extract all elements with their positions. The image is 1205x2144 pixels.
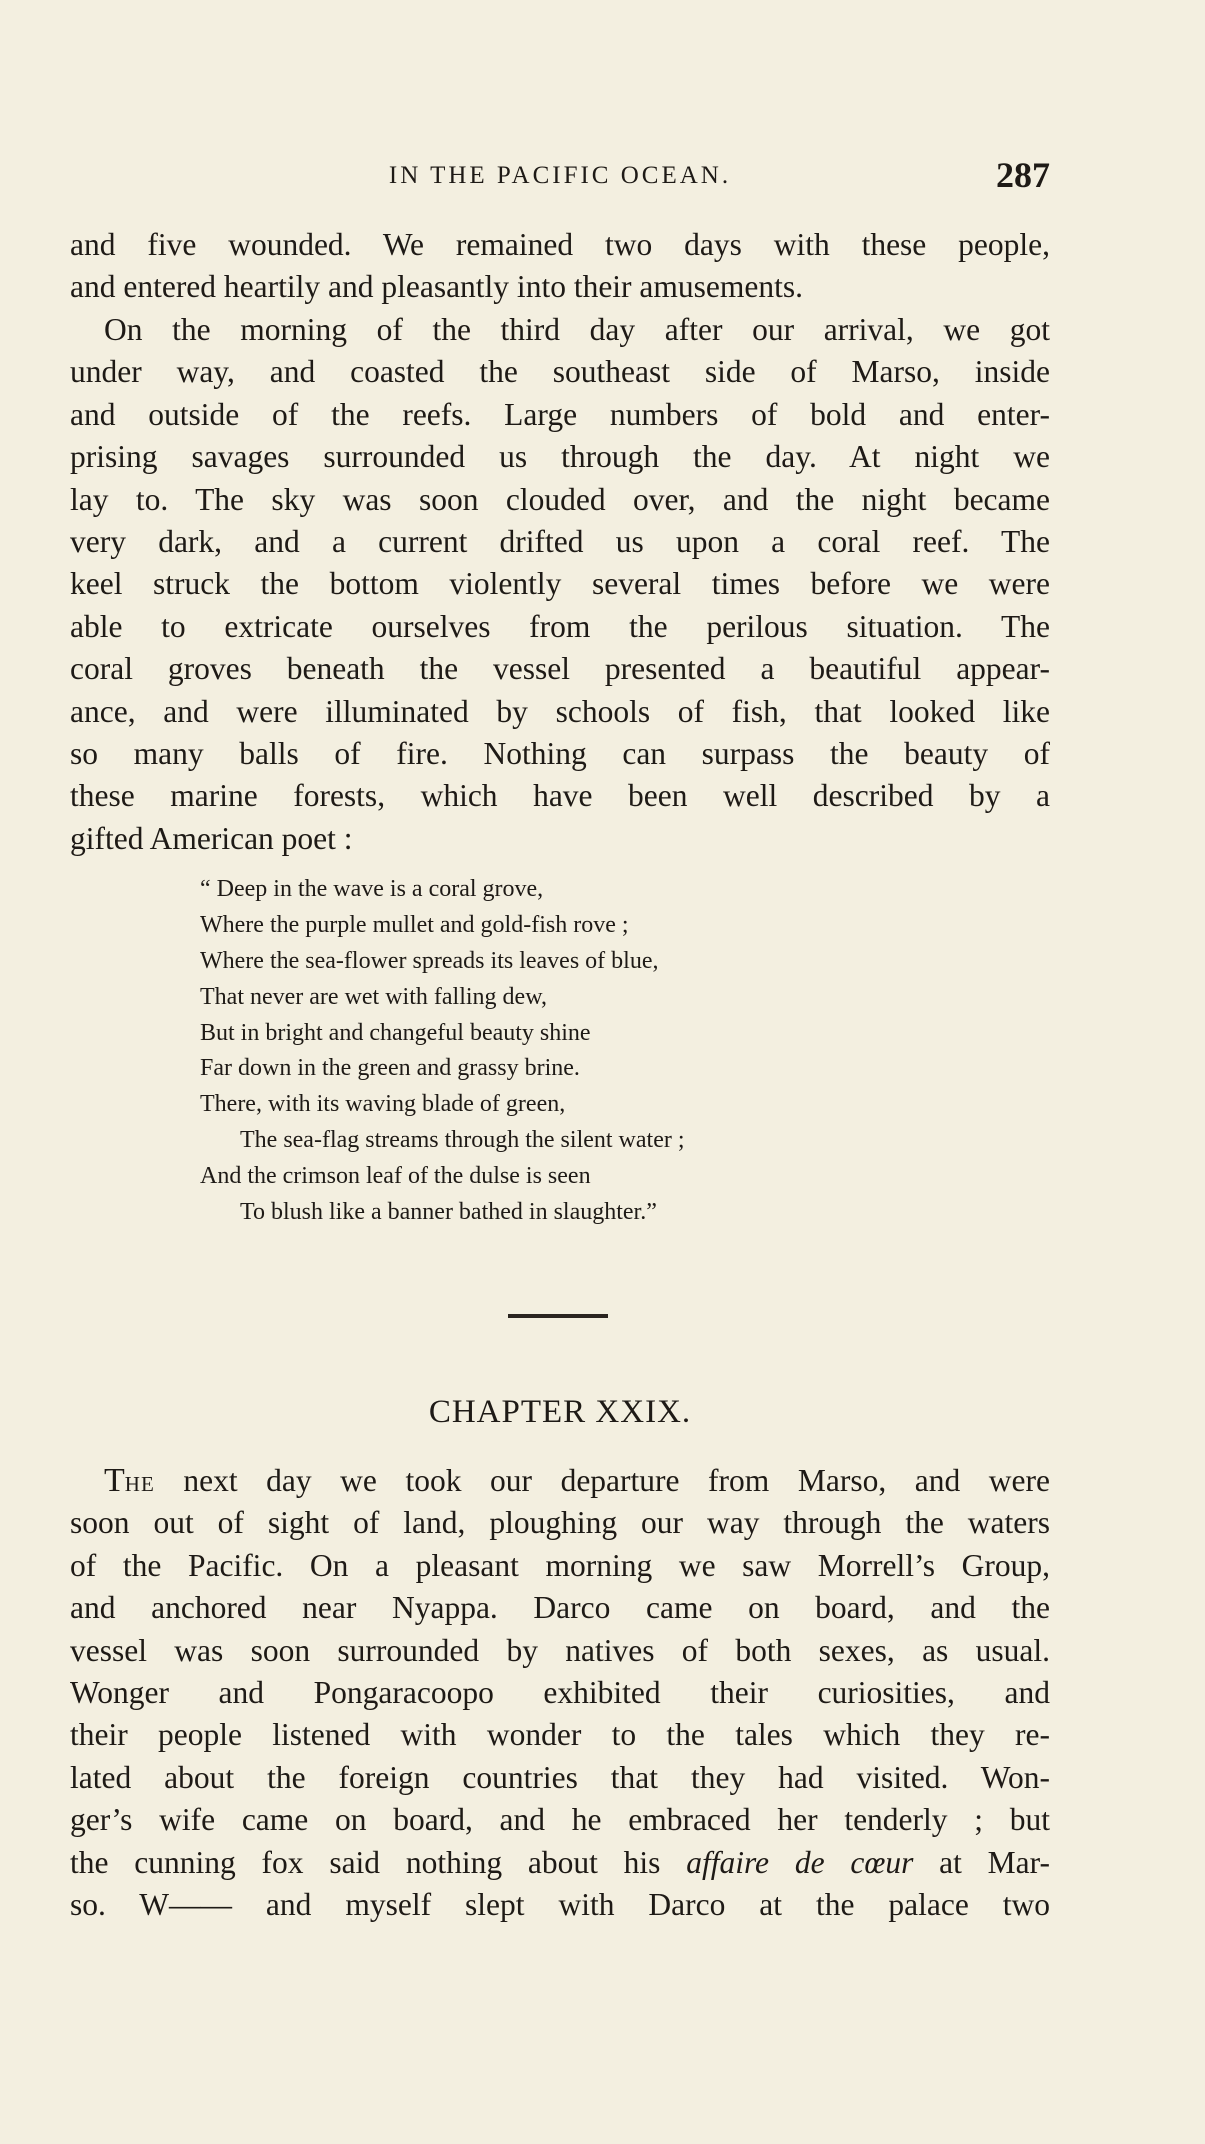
- text-fragment: the cunning fox said nothing about his: [70, 1844, 687, 1880]
- poem-line: The sea-flag streams through the silent water ;: [240, 1127, 685, 1154]
- text-line-opening: [70, 1460, 1050, 1502]
- text-line: soon out of sight of land, ploughing our way through the waters: [70, 1505, 1050, 1541]
- text-line: coral groves beneath the vessel presented a beautiful appear-: [70, 651, 1050, 687]
- text-line: and entered heartily and pleasantly into their amusements.: [70, 269, 804, 305]
- text-line: their people listened with wonder to the tales which they re-: [70, 1717, 1050, 1753]
- text-line: and anchored near Nyappa. Darco came on board, and the: [70, 1590, 1050, 1626]
- paragraph-continued: [70, 224, 1050, 309]
- text-line: so many balls of fire. Nothing can surpass the beauty of: [70, 735, 1050, 771]
- text-line: lay to. The sky was soon clouded over, and the night became: [70, 481, 1050, 517]
- chapter-opening-paragraph: [70, 1460, 1050, 1926]
- page-number: 287: [996, 155, 1050, 195]
- italic-phrase: affaire de cœur: [686, 1844, 914, 1880]
- text-line: able to extricate ourselves from the perilous situation. The: [70, 608, 1050, 644]
- poem-line: There, with its waving blade of green,: [200, 1091, 566, 1118]
- initial-letter: T: [104, 1462, 125, 1499]
- text-line: gifted American poet :: [70, 820, 353, 856]
- small-caps-word: HE: [124, 1472, 155, 1496]
- text-line: prising savages surrounded us through the day. At night we: [70, 439, 1050, 475]
- poem-line: To blush like a banner bathed in slaughter.”: [240, 1199, 657, 1226]
- poem-line: Where the purple mullet and gold-fish rove ;: [200, 911, 629, 938]
- text-line: ger’s wife came on board, and he embraced her tenderly ; but: [70, 1802, 1050, 1838]
- poem-line: Where the sea-flower spreads its leaves of blue,: [200, 947, 659, 974]
- text-fragment: at Mar-: [913, 1844, 1050, 1880]
- text-line: these marine forests, which have been well described by a: [70, 778, 1050, 814]
- poem-line: “ Deep in the wave is a coral grove,: [200, 876, 544, 902]
- text-line: On the morning of the third day after our arrival, we got: [104, 312, 1050, 347]
- running-head: [70, 152, 1050, 202]
- text-line: under way, and coasted the southeast side of Marso, inside: [70, 354, 1050, 390]
- poem-line: That never are wet with falling dew,: [200, 983, 547, 1010]
- text-line: very dark, and a current drifted us upon a coral reef. The: [70, 523, 1050, 559]
- chapter-heading: CHAPTER XXIX.: [428, 1394, 692, 1430]
- text-line-italic-phrase: [70, 1842, 1050, 1884]
- text-line: and outside of the reefs. Large numbers of bold and enter-: [70, 396, 1050, 432]
- text-line: Wonger and Pongaracoopo exhibited their curiosities, and: [70, 1674, 1050, 1710]
- text-line: and five wounded. We remained two days with these people,: [70, 227, 1050, 262]
- text-fragment: next day we took our departure from Marso, and were: [154, 1463, 1050, 1498]
- poem-line: But in bright and changeful beauty shine: [200, 1019, 591, 1046]
- running-title: IN THE PACIFIC OCEAN.: [388, 162, 732, 189]
- poem-line: And the crimson leaf of the dulse is seen: [200, 1163, 591, 1190]
- text-line: so. W—— and myself slept with Darco at the palace two: [70, 1886, 1050, 1922]
- text-line: vessel was soon surrounded by natives of both sexes, as usual.: [70, 1632, 1050, 1668]
- section-divider: [508, 1314, 608, 1318]
- text-line: lated about the foreign countries that they had visited. Won-: [70, 1759, 1050, 1795]
- poem-quote: [200, 872, 685, 1231]
- paragraph-coral-reef: [70, 309, 1050, 860]
- text-line: keel struck the bottom violently several times before we were: [70, 566, 1050, 602]
- text-line: of the Pacific. On a pleasant morning we saw Morrell’s Group,: [70, 1547, 1050, 1583]
- text-line: ance, and were illuminated by schools of fish, that looked like: [70, 693, 1050, 729]
- poem-line: Far down in the green and grassy brine.: [200, 1055, 580, 1082]
